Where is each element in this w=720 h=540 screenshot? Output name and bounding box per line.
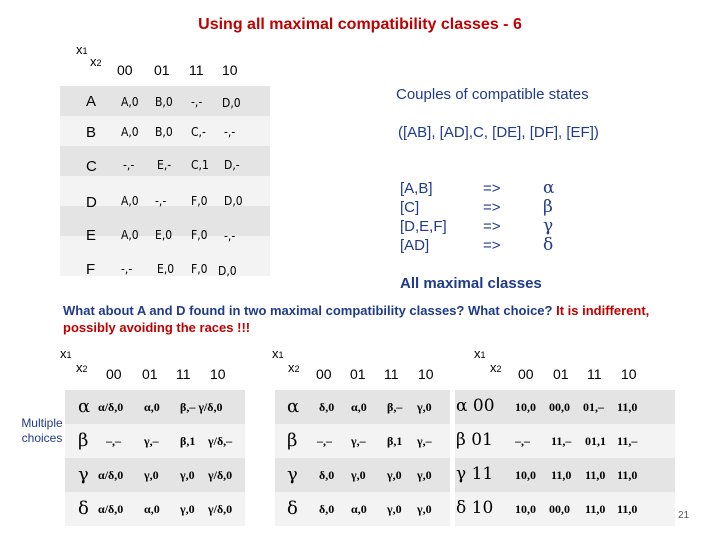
class-greek: β xyxy=(543,197,553,217)
table-cell: F,0 xyxy=(191,194,208,208)
class-item: [AD] xyxy=(400,237,430,254)
couples-list: ([AB], [AD],C, [DE], [DF], [EF]) xyxy=(398,124,599,141)
table-cell: -,- xyxy=(224,229,236,243)
table-cell: C,- xyxy=(191,125,206,139)
column-header: 10 xyxy=(210,366,226,382)
table-cell: 11,– xyxy=(617,434,638,448)
table-cell: 11,– xyxy=(551,434,572,448)
column-header: 00 xyxy=(106,366,122,382)
column-header: 10 xyxy=(222,62,238,78)
state-label: α xyxy=(78,396,91,417)
class-arrow: => xyxy=(483,199,501,216)
table-cell: γ,0 xyxy=(417,502,432,516)
column-header: 10 xyxy=(418,366,434,382)
all-maximal-label: All maximal classes xyxy=(400,275,542,292)
table-cell: δ,0 xyxy=(319,400,335,414)
table-cell: 01,1 xyxy=(585,434,606,448)
table-cell: B,0 xyxy=(155,95,173,109)
table-cell: 00,0 xyxy=(549,502,570,516)
column-header: 11 xyxy=(189,62,204,78)
state-label: β xyxy=(78,430,89,451)
table-cell: F,0 xyxy=(191,228,208,242)
table-cell: D,0 xyxy=(218,264,237,278)
state-label: β xyxy=(287,430,298,451)
class-greek: δ xyxy=(543,235,554,255)
state-label: δ 10 xyxy=(456,498,494,518)
table-cell: γ,0 xyxy=(180,502,195,516)
table-cell: A,0 xyxy=(121,194,139,208)
table-cell: D,- xyxy=(224,158,240,172)
column-header: 10 xyxy=(621,366,637,382)
state-label: β 01 xyxy=(456,430,493,450)
table-cell: β,1 xyxy=(387,434,403,448)
state-label: C xyxy=(86,158,97,175)
table-cell: E,0 xyxy=(155,228,173,242)
column-header: 01 xyxy=(350,366,366,382)
table-corner: x1 x2 xyxy=(474,346,502,375)
table-cell: D,0 xyxy=(222,96,241,110)
table-cell: A,0 xyxy=(121,95,139,109)
table-cell: 11,0 xyxy=(585,468,606,482)
table-cell: E,0 xyxy=(157,262,175,276)
table-cell: -,- xyxy=(191,95,203,109)
table-cell: 11,0 xyxy=(617,400,638,414)
table-cell: α/δ,0 xyxy=(98,400,124,414)
table-cell: γ/δ,0 xyxy=(208,468,233,482)
table-cell: –,– xyxy=(106,434,121,448)
table-cell: –,– xyxy=(317,434,332,448)
state-label: δ xyxy=(287,498,298,519)
table-cell: 00,0 xyxy=(549,400,570,414)
class-greek: γ xyxy=(543,216,554,236)
column-header: 01 xyxy=(154,62,170,78)
page-number: 21 xyxy=(678,510,690,521)
class-item: [A,B] xyxy=(400,180,433,197)
table-cell: –,– xyxy=(515,434,530,448)
state-label: δ xyxy=(78,498,89,519)
slide-title: Using all maximal compatibility classes - 6 xyxy=(198,16,522,33)
state-label: A xyxy=(86,93,97,110)
table-cell: D,0 xyxy=(224,194,243,208)
table-cell: γ,0 xyxy=(387,502,402,516)
column-header: 11 xyxy=(176,366,191,382)
column-header: 01 xyxy=(553,366,569,382)
table-cell: A,0 xyxy=(121,125,139,139)
table-cell: 10,0 xyxy=(515,468,536,482)
state-label: γ 11 xyxy=(456,464,494,484)
table-cell: α/δ,0 xyxy=(98,468,124,482)
class-greek: α xyxy=(543,178,555,198)
table-cell: 01,– xyxy=(583,400,604,414)
state-label: α xyxy=(287,396,300,417)
column-header: 00 xyxy=(117,62,133,78)
table-cell: γ,0 xyxy=(387,468,402,482)
state-label: F xyxy=(86,261,96,278)
state-label: E xyxy=(86,227,97,244)
table-cell: δ,0 xyxy=(319,502,335,516)
state-label: B xyxy=(86,124,97,141)
table-cell: -,- xyxy=(224,125,236,139)
state-label: D xyxy=(86,194,97,211)
table-corner: x1 x2 xyxy=(272,346,300,375)
class-arrow: => xyxy=(483,218,501,235)
table-corner: x1 x2 xyxy=(60,346,88,375)
state-label: α 00 xyxy=(456,396,495,416)
table-cell: γ,– xyxy=(417,434,432,448)
state-label: γ xyxy=(78,464,89,485)
table-cell: F,0 xyxy=(191,262,208,276)
answer-text: It is indifferent, possibly avoiding the races !!! xyxy=(63,303,650,335)
column-header: 11 xyxy=(587,366,602,382)
table-cell: γ,0 xyxy=(144,468,159,482)
table-cell: -,- xyxy=(121,262,133,276)
table-cell: A,0 xyxy=(121,228,139,242)
table-cell: α,0 xyxy=(351,502,367,516)
table-cell: 10,0 xyxy=(515,502,536,516)
column-header: 01 xyxy=(142,366,158,382)
state-label: γ xyxy=(287,464,298,485)
class-item: [C] xyxy=(400,199,420,216)
table-cell: E,- xyxy=(157,158,172,172)
table-cell: 10,0 xyxy=(515,400,536,414)
table-cell: 11,0 xyxy=(551,468,572,482)
question-paragraph: What about A and D found in two maximal compatibility classes? What choice? It is indifferent, possibly avoiding the races !!! xyxy=(63,303,650,335)
column-header: 00 xyxy=(518,366,534,382)
table-cell: γ,– xyxy=(351,434,366,448)
table-cell: α/δ,0 xyxy=(98,502,124,516)
table-cell: α,0 xyxy=(144,502,160,516)
column-header: 00 xyxy=(316,366,332,382)
table-cell: 11,0 xyxy=(585,502,606,516)
table-cell: α,0 xyxy=(144,400,160,414)
column-header: 11 xyxy=(384,366,399,382)
table-cell: β,– γ/δ,0 xyxy=(180,400,223,414)
table-cell: α,0 xyxy=(351,400,367,414)
class-arrow: => xyxy=(483,237,501,254)
multiple-choices-label: Multiple choices xyxy=(21,416,63,445)
table-cell: γ,0 xyxy=(351,468,366,482)
table-cell: -,- xyxy=(155,194,167,208)
table-cell: δ,0 xyxy=(319,468,335,482)
table-cell: 11,0 xyxy=(617,468,638,482)
table-cell: B,0 xyxy=(155,125,173,139)
table-corner: x1 x2 xyxy=(76,42,102,69)
class-item: [D,E,F] xyxy=(400,218,447,235)
table-cell: C,1 xyxy=(191,158,209,172)
table-cell: γ,0 xyxy=(417,468,432,482)
table-cell: -,- xyxy=(123,158,135,172)
couples-title: Couples of compatible states xyxy=(396,86,589,103)
table-cell: γ,– xyxy=(144,434,159,448)
table-cell: γ,0 xyxy=(180,468,195,482)
table-cell: 11,0 xyxy=(617,502,638,516)
table-cell: γ,0 xyxy=(417,400,432,414)
class-arrow: => xyxy=(483,180,501,197)
table-cell: γ/δ,– xyxy=(208,434,233,448)
table-cell: γ/δ,0 xyxy=(208,502,233,516)
table-cell: β,– xyxy=(387,400,403,414)
table-cell: β,1 xyxy=(180,434,196,448)
